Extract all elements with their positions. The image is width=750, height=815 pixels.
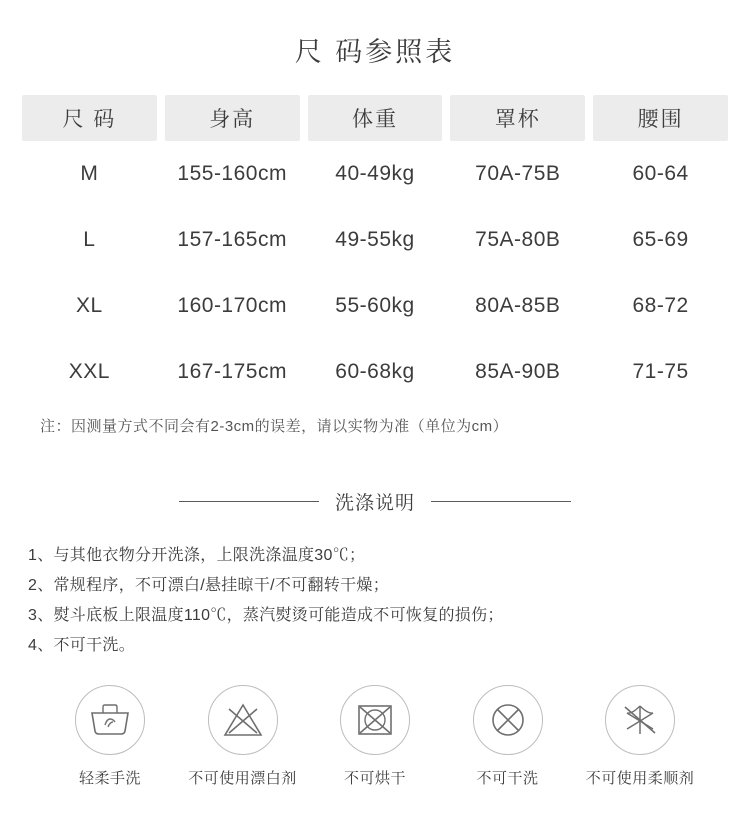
size-reference-table: [14, 95, 736, 405]
table-row: [22, 339, 728, 405]
divider-line-left: [179, 501, 319, 502]
table-row: [22, 207, 728, 273]
wash-instruction-2: 2、常规程序，不可漂白/悬挂晾干/不可翻转干燥；: [28, 577, 389, 594]
table-row: [22, 273, 728, 339]
no-dry-clean-icon: [473, 685, 543, 755]
cell-height: 160-170cm: [177, 294, 287, 317]
page-title: 尺 码参照表: [294, 37, 456, 67]
table-row: [22, 141, 728, 207]
care-symbol-no-fabric-softener: [582, 685, 698, 788]
no-fabric-softener-icon: [605, 685, 675, 755]
care-symbol-label: 不可使用柔顺剂: [585, 770, 695, 787]
no-tumble-dry-icon: [340, 685, 410, 755]
cell-weight: 60-68kg: [335, 360, 415, 383]
divider-line-right: [431, 501, 571, 502]
cell-weight: 49-55kg: [335, 228, 415, 251]
column-header-size: 尺 码: [22, 95, 157, 141]
care-symbol-no-bleach: [185, 685, 301, 788]
cell-height: 157-165cm: [177, 228, 287, 251]
cell-cup: 75A-80B: [475, 228, 561, 251]
cell-height: 155-160cm: [177, 162, 287, 185]
cell-waist: 71-75: [632, 360, 689, 383]
care-symbol-label: 不可烘干: [343, 770, 406, 787]
care-symbol-no-tumble-dry: [317, 685, 433, 788]
care-symbol-no-dry-clean: [450, 685, 566, 788]
wash-instructions: [28, 541, 722, 661]
no-bleach-icon: [208, 685, 278, 755]
cell-waist: 65-69: [632, 228, 689, 251]
column-header-height: 身高: [165, 95, 300, 141]
measurement-note: 注：因测量方式不同会有2-3cm的误差，请以实物为准（单位为cm）: [40, 418, 509, 435]
care-symbol-label: 轻柔手洗: [78, 770, 141, 787]
cell-waist: 68-72: [632, 294, 689, 317]
wash-section-header: [0, 488, 750, 515]
care-symbols-row: [52, 685, 698, 788]
care-symbol-label: 不可使用漂白剂: [188, 770, 297, 787]
cell-waist: 60-64: [632, 162, 689, 185]
care-symbol-hand-wash: [52, 685, 168, 788]
column-header-weight: 体重: [308, 95, 443, 141]
cell-cup: 80A-85B: [475, 294, 561, 317]
wash-instruction-1: 1、与其他衣物分开洗涤，上限洗涤温度30℃；: [28, 547, 366, 564]
cell-size: M: [80, 162, 99, 185]
cell-weight: 55-60kg: [335, 294, 415, 317]
hand-wash-icon: [75, 685, 145, 755]
cell-height: 167-175cm: [177, 360, 287, 383]
column-header-waist: 腰围: [593, 95, 728, 141]
cell-cup: 70A-75B: [475, 162, 561, 185]
wash-section-title: 洗涤说明: [334, 493, 415, 514]
wash-instruction-3: 3、熨斗底板上限温度110℃，蒸汽熨烫可能造成不可恢复的损伤；: [28, 607, 504, 624]
cell-size: XXL: [68, 360, 110, 383]
care-symbol-label: 不可干洗: [476, 770, 539, 787]
wash-instruction-4: 4、不可干洗。: [28, 637, 135, 654]
cell-weight: 40-49kg: [335, 162, 415, 185]
cell-size: XL: [76, 294, 103, 317]
column-header-cup: 罩杯: [450, 95, 585, 141]
cell-size: L: [83, 228, 96, 251]
table-header-row: [22, 95, 728, 141]
cell-cup: 85A-90B: [475, 360, 561, 383]
